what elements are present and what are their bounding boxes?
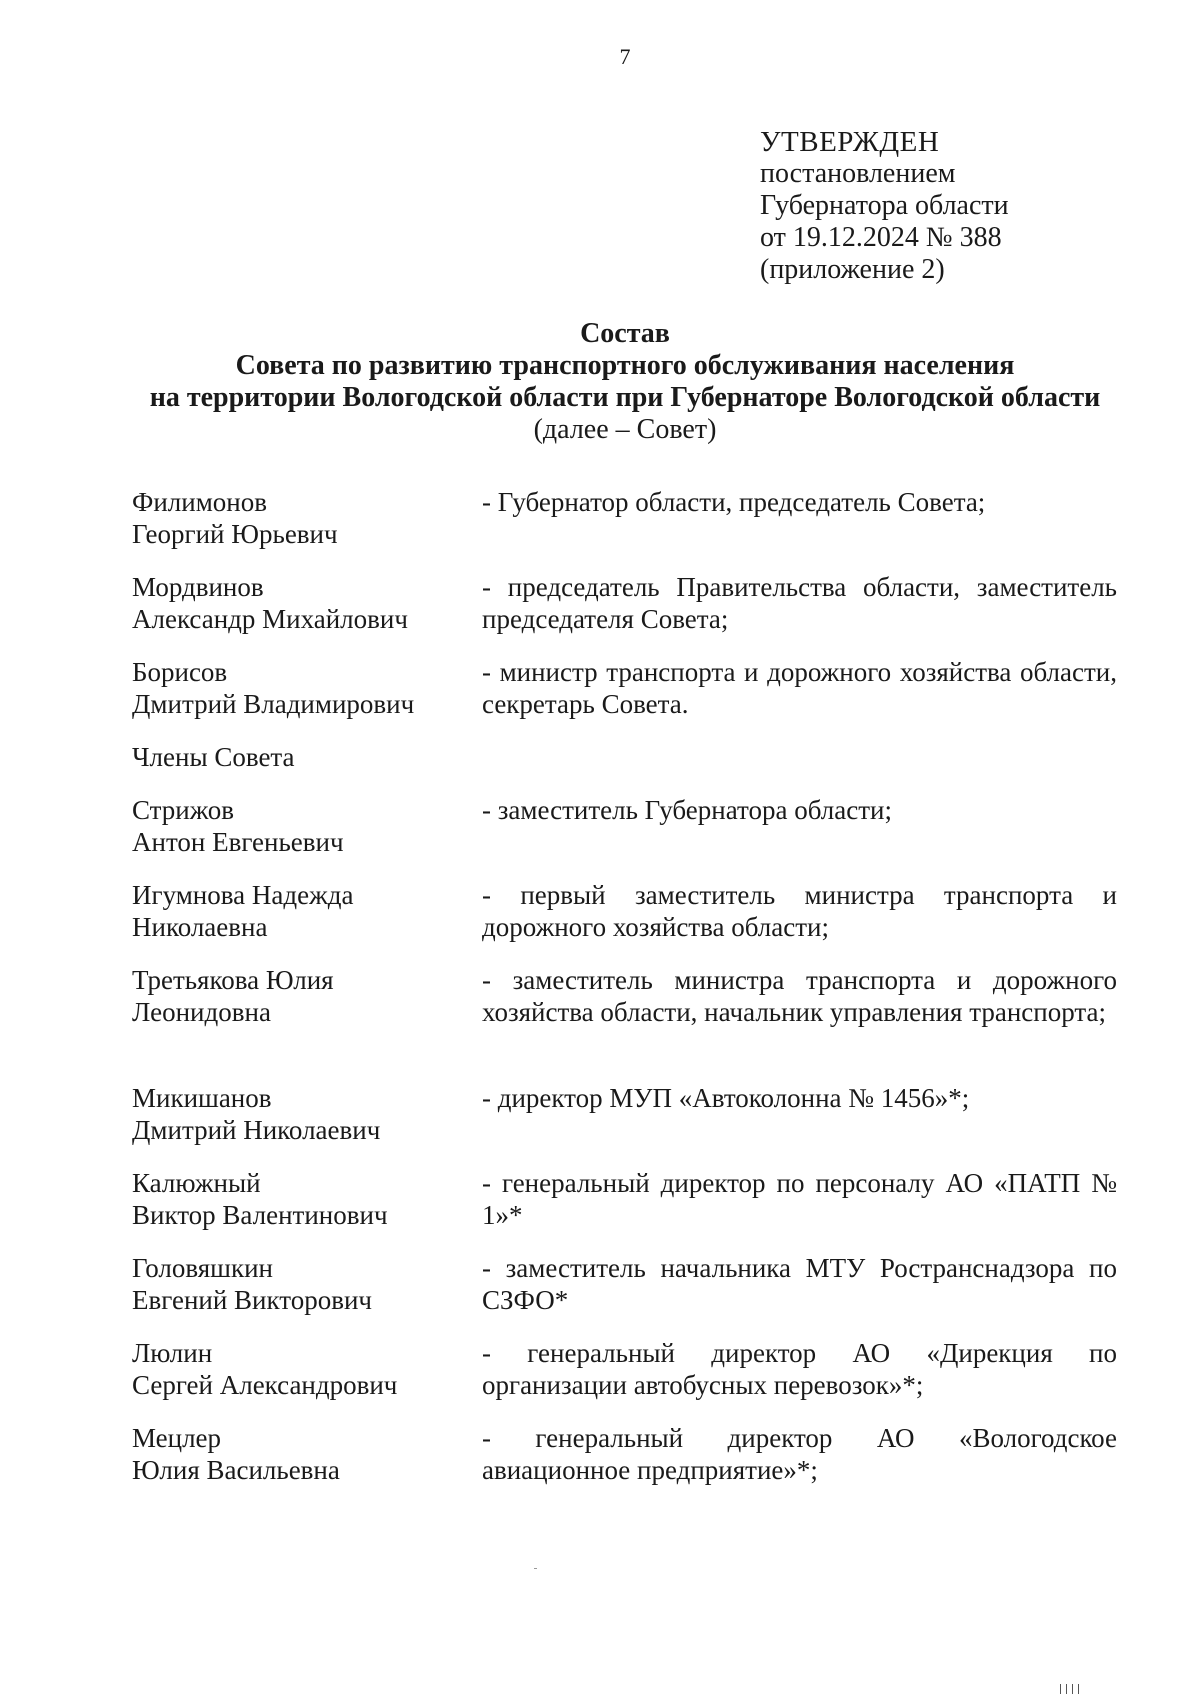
member-name	[132, 1167, 482, 1231]
title-note: (далее – Совет)	[533, 414, 717, 445]
member-surname: Третьякова Юлия	[132, 965, 334, 995]
member-name	[132, 964, 482, 1028]
member-row	[132, 1167, 1117, 1231]
member-name	[132, 1252, 482, 1316]
member-surname: Мецлер	[132, 1423, 222, 1453]
approval-stamp: УТВЕРЖДЕН	[760, 126, 940, 158]
member-given-name: Юлия Васильевна	[132, 1455, 340, 1485]
member-row	[132, 794, 1117, 858]
member-name	[132, 486, 482, 550]
member-given-name: Леонидовна	[132, 997, 271, 1027]
approval-line: постановлением	[760, 158, 956, 189]
member-role: - заместитель Губернатора области;	[482, 795, 892, 825]
member-surname: Игумнова Надежда	[132, 880, 354, 910]
member-role: - заместитель начальника МТУ Ространснадзора по СЗФО*	[482, 1253, 1117, 1315]
scan-tick	[1078, 1684, 1079, 1694]
approval-line: (приложение 2)	[760, 254, 945, 285]
member-row	[132, 1082, 1117, 1146]
member-surname: Калюжный	[132, 1168, 261, 1198]
members-list	[132, 486, 1117, 1507]
member-surname: Микишанов	[132, 1083, 272, 1113]
approval-block	[760, 126, 1009, 286]
member-row	[132, 964, 1117, 1028]
scan-tick	[1072, 1684, 1073, 1694]
title-line: Совета по развитию транспортного обслуживания населения	[235, 350, 1015, 381]
member-role: - директор МУП «Автоколонна № 1456»*;	[482, 1083, 970, 1113]
member-name	[132, 794, 482, 858]
approval-line: Губернатора области	[760, 190, 1009, 221]
member-name	[132, 1082, 482, 1146]
member-row	[132, 571, 1117, 635]
member-given-name: Александр Михайлович	[132, 604, 408, 634]
member-role: - председатель Правительства области, заместитель председателя Совета;	[482, 572, 1117, 634]
member-role: - генеральный директор АО «Дирекция по организации автобусных перевозок»*;	[482, 1338, 1117, 1400]
member-row	[132, 879, 1117, 943]
member-given-name: Георгий Юрьевич	[132, 519, 338, 549]
member-surname: Стрижов	[132, 795, 234, 825]
member-surname: Борисов	[132, 657, 228, 687]
spacer	[132, 1049, 1117, 1082]
scan-tick	[1066, 1684, 1067, 1694]
scan-tick	[1060, 1684, 1061, 1694]
member-given-name: Николаевна	[132, 912, 268, 942]
member-row	[132, 1422, 1117, 1486]
member-role: - генеральный директор АО «Вологодское авиационное предприятие»*;	[482, 1423, 1117, 1485]
members-section-label: Члены Совета	[132, 742, 295, 772]
member-surname: Филимонов	[132, 487, 267, 517]
member-name	[132, 656, 482, 720]
member-given-name: Сергей Александрович	[132, 1370, 398, 1400]
member-given-name: Дмитрий Николаевич	[132, 1115, 381, 1145]
member-surname: Мордвинов	[132, 572, 264, 602]
page-number: 7	[619, 44, 631, 69]
scan-edge-ticks	[1060, 1684, 1079, 1694]
member-role: - заместитель министра транспорта и дорожного хозяйства области, начальник управления транспорта;	[482, 965, 1117, 1027]
member-row	[132, 486, 1117, 550]
member-given-name: Виктор Валентинович	[132, 1200, 388, 1230]
approval-line: от 19.12.2024 № 388	[760, 222, 1002, 253]
member-given-name: Дмитрий Владимирович	[132, 689, 415, 719]
member-row	[132, 656, 1117, 720]
member-row	[132, 1337, 1117, 1401]
member-surname: Люлин	[132, 1338, 213, 1368]
member-name	[132, 571, 482, 635]
member-name	[132, 1337, 482, 1401]
document-title	[0, 318, 1200, 446]
member-role: - министр транспорта и дорожного хозяйства области, секретарь Совета.	[482, 657, 1117, 719]
member-name	[132, 879, 482, 943]
member-row	[132, 1252, 1117, 1316]
member-given-name: Антон Евгеньевич	[132, 827, 344, 857]
member-role: - генеральный директор по персоналу АО «ПАТП № 1»*	[482, 1168, 1117, 1230]
member-role: - Губернатор области, председатель Совета;	[482, 487, 986, 517]
title-heading: Состав	[580, 318, 670, 349]
member-role: - первый заместитель министра транспорта и дорожного хозяйства области;	[482, 880, 1117, 942]
member-surname: Головяшкин	[132, 1253, 273, 1283]
scan-mark	[534, 1568, 537, 1569]
member-name	[132, 1422, 482, 1486]
title-line: на территории Вологодской области при Губернаторе Вологодской области	[149, 382, 1101, 413]
member-given-name: Евгений Викторович	[132, 1285, 372, 1315]
